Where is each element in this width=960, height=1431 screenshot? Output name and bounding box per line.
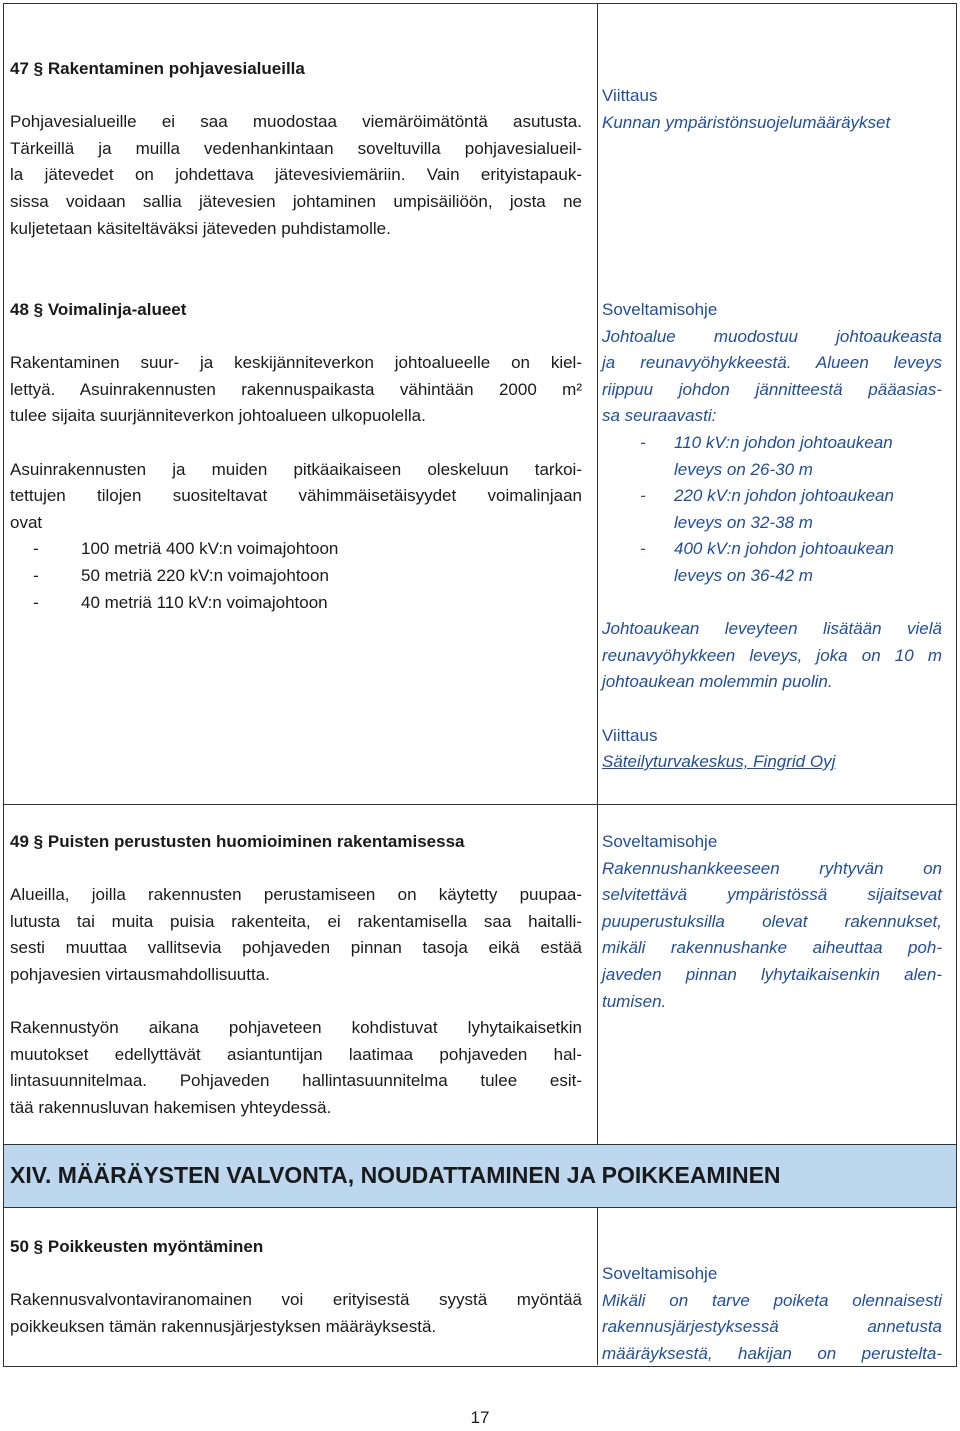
note-list-item: - 220 kV:n johdon johtoaukean	[640, 486, 894, 506]
section-48	[10, 297, 582, 616]
para-line: muutokset edellyttävät asiantuntijan laatimaa pohjaveden hal-	[10, 1044, 582, 1064]
note-label: Viittaus	[602, 725, 658, 745]
note-line: määräyksestä, hakijan on perustelta-	[602, 1343, 942, 1363]
para-line: tää rakennusluvan hakemisen yhteydessä.	[10, 1097, 332, 1117]
list-item: - 50 metriä 220 kV:n voimajohtoon	[33, 565, 329, 585]
para-line: poikkeuksen tämän rakennusjärjestyksen määräyksestä.	[10, 1316, 437, 1336]
para-line: Rakennusvalvontaviranomainen voi erityisestä syystä myöntää	[10, 1290, 582, 1310]
note-list-item-cont: leveys on 36-42 m	[674, 565, 813, 585]
section-47	[10, 56, 582, 242]
section-heading: 50 § Poikkeusten myöntäminen	[10, 1237, 264, 1256]
row-divider	[4, 1207, 956, 1208]
note-line: Johtoaukean leveyteen lisätään vielä	[602, 619, 942, 639]
note-line: Johtoalue muodostuu johtoaukeasta	[602, 326, 942, 346]
note-list-item: - 110 kV:n johdon johtoaukean	[640, 432, 893, 452]
note-list-item-cont: leveys on 26-30 m	[674, 459, 813, 479]
note-label: Soveltamisohje	[602, 300, 718, 319]
note-line: Rakennushankkeeseen ryhtyvän on	[602, 858, 942, 878]
note-list-item: - 400 kV:n johdon johtoaukean	[640, 539, 894, 559]
para-line: lutusta tai muita puisia rakenteita, ei rakentamisella saa haitalli-	[10, 911, 582, 931]
para-line: Rakentaminen suur- ja keskijänniteverkon johtoalueelle on kiel-	[10, 353, 582, 373]
section-49-notes	[602, 829, 942, 1015]
note-reference: Säteilyturvakeskus, Fingrid Oyj	[602, 752, 836, 772]
para-line: lettyä. Asuinrakennusten rakennuspaikasta vähintään 2000 m²	[10, 379, 582, 399]
note-line: mikäli rakennushanke aiheuttaa poh-	[602, 938, 942, 958]
note-label: Soveltamisohje	[602, 1264, 718, 1283]
list-item: - 100 metriä 400 kV:n voimajohtoon	[33, 539, 339, 559]
section-49	[10, 829, 582, 1122]
note-line: reunavyöhykkeen leveys, joka on 10 m	[602, 645, 942, 665]
note-line: ja reunavyöhykkeestä. Alueen leveys	[602, 353, 942, 373]
page-number: 17	[470, 1408, 490, 1427]
section-heading: 48 § Voimalinja-alueet	[10, 300, 187, 319]
chapter-title: XIV. MÄÄRÄYSTEN VALVONTA, NOUDATTAMINEN JA POIKKEAMINEN	[10, 1162, 781, 1188]
note-line: sa seuraavasti:	[602, 406, 717, 426]
para-line: ovat	[10, 512, 43, 532]
para-line: kuljetetaan käsiteltäväksi jäteveden puhdistamolle.	[10, 218, 391, 238]
para-line: tulee sijaita suurjänniteverkon johtoalueen ulkopuolella.	[10, 406, 426, 426]
list-item: - 40 metriä 110 kV:n voimajohtoon	[33, 592, 328, 612]
note-reference: Kunnan ympäristönsuojelumääräykset	[602, 112, 891, 132]
para-line: sesti muuttaa vallitsevia pohjaveden pinnan tasoja eikä estää	[10, 938, 582, 958]
section-48-notes	[602, 297, 942, 776]
row-divider	[4, 804, 956, 805]
section-50	[10, 1234, 582, 1340]
column-divider	[597, 4, 598, 1144]
para-line: tettujen tilojen suositeltavat vähimmäisetäisyydet voimalinjaan	[10, 486, 582, 506]
column-divider	[597, 1207, 598, 1365]
para-line: pohjavesien virtausmahdollisuutta.	[10, 964, 270, 984]
note-label: Soveltamisohje	[602, 832, 718, 851]
para-line: Alueilla, joilla rakennusten perustamiseen on käytetty puupaa-	[10, 885, 582, 905]
para-line: Rakennustyön aikana pohjaveteen kohdistuvat lyhytaikaisetkin	[10, 1018, 582, 1038]
note-line: selvitettävä ympäristössä sijaitsevat	[602, 885, 942, 905]
note-label: Viittaus	[602, 86, 658, 105]
note-line: johtoaukean molemmin puolin.	[602, 672, 833, 692]
row-divider	[4, 1144, 956, 1145]
note-line: riippuu johdon jännitteestä pääasias-	[602, 379, 942, 399]
section-47-notes	[602, 83, 942, 136]
section-50-notes	[602, 1261, 942, 1367]
note-line: rakennusjärjestyksessä annetusta	[602, 1317, 942, 1337]
para-line: Asuinrakennusten ja muiden pitkäaikaiseen oleskeluun tarkoi-	[10, 459, 582, 479]
para-line: sissa voidaan sallia jätevesien johtaminen umpisäiliöön, josta ne	[10, 191, 582, 211]
note-line: Mikäli on tarve poiketa olennaisesti	[602, 1290, 942, 1310]
para-line: la jätevedet on johdettava jätevesiviemäriin. Vain erityistapauk-	[10, 165, 582, 185]
section-heading: 47 § Rakentaminen pohjavesialueilla	[10, 59, 305, 78]
note-list-item-cont: leveys on 32-38 m	[674, 512, 813, 532]
para-line: lintasuunnitelmaa. Pohjaveden hallintasuunnitelma tulee esit-	[10, 1071, 582, 1091]
para-line: Tärkeillä ja muilla vedenhankintaan soveltuvilla pohjavesialueil-	[10, 138, 582, 158]
note-line: javeden pinnan lyhytaikaisenkin alen-	[602, 964, 942, 984]
section-heading: 49 § Puisten perustusten huomioiminen rakentamisessa	[10, 832, 465, 851]
note-line: tumisen.	[602, 991, 667, 1011]
note-line: puuperustuksilla olevat rakennukset,	[602, 911, 942, 931]
para-line: Pohjavesialueille ei saa muodostaa viemäröimätöntä asutusta.	[10, 112, 582, 132]
